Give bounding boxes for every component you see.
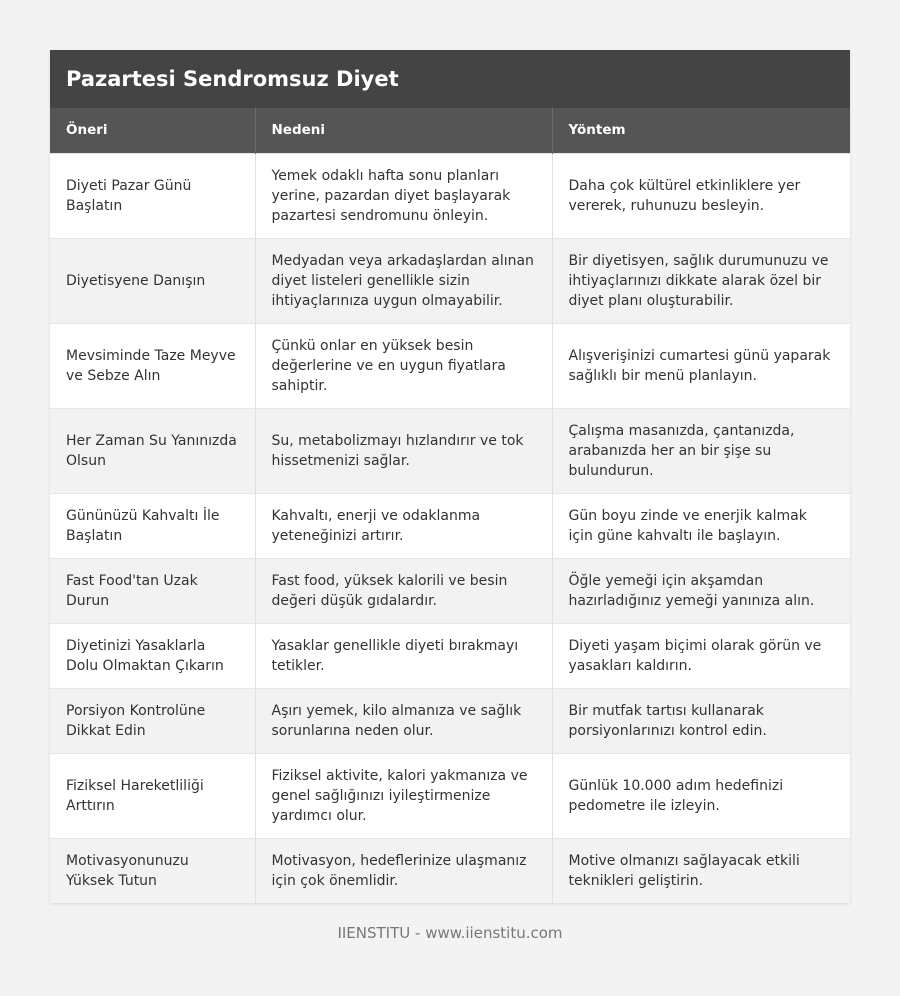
cell-oneri: Diyeti Pazar Günü Başlatın (50, 153, 255, 238)
cell-yontem: Motive olmanızı sağlayacak etkili teknikleri geliştirin. (552, 838, 850, 903)
diet-table (50, 108, 850, 903)
cell-yontem: Çalışma masanızda, çantanızda, arabanızda her an bir şişe su bulundurun. (552, 408, 850, 493)
cell-oneri: Diyetinizi Yasaklarla Dolu Olmaktan Çıkarın (50, 623, 255, 688)
header-nedeni: Nedeni (255, 108, 552, 153)
footer-credit: IIENSTITU - www.iienstitu.com (337, 924, 563, 942)
cell-yontem: Alışverişinizi cumartesi günü yaparak sağlıklı bir menü planlayın. (552, 323, 850, 408)
cell-nedeni: Yasaklar genellikle diyeti bırakmayı tetikler. (255, 623, 552, 688)
header-yontem: Yöntem (552, 108, 850, 153)
table-row (50, 558, 850, 623)
table-row (50, 493, 850, 558)
cell-yontem: Diyeti yaşam biçimi olarak görün ve yasakları kaldırın. (552, 623, 850, 688)
cell-yontem: Günlük 10.000 adım hedefinizi pedometre ile izleyin. (552, 753, 850, 838)
cell-oneri: Fast Food'tan Uzak Durun (50, 558, 255, 623)
cell-nedeni: Fast food, yüksek kalorili ve besin değeri düşük gıdalardır. (255, 558, 552, 623)
cell-oneri: Gününüzü Kahvaltı İle Başlatın (50, 493, 255, 558)
cell-yontem: Gün boyu zinde ve enerjik kalmak için güne kahvaltı ile başlayın. (552, 493, 850, 558)
table-row (50, 408, 850, 493)
table-row (50, 238, 850, 323)
cell-yontem: Bir mutfak tartısı kullanarak porsiyonlarınızı kontrol edin. (552, 688, 850, 753)
cell-nedeni: Yemek odaklı hafta sonu planları yerine, pazardan diyet başlayarak pazartesi sendromunu önleyin. (255, 153, 552, 238)
cell-oneri: Mevsiminde Taze Meyve ve Sebze Alın (50, 323, 255, 408)
cell-nedeni: Motivasyon, hedeflerinize ulaşmanız için çok önemlidir. (255, 838, 552, 903)
cell-oneri: Porsiyon Kontrolüne Dikkat Edin (50, 688, 255, 753)
cell-nedeni: Fiziksel aktivite, kalori yakmanıza ve genel sağlığınızı iyileştirmenize yardımcı olur. (255, 753, 552, 838)
header-row (50, 108, 850, 153)
cell-yontem: Daha çok kültürel etkinliklere yer vererek, ruhunuzu besleyin. (552, 153, 850, 238)
table-row (50, 323, 850, 408)
table-row (50, 688, 850, 753)
cell-nedeni: Kahvaltı, enerji ve odaklanma yeteneğinizi artırır. (255, 493, 552, 558)
cell-nedeni: Aşırı yemek, kilo almanıza ve sağlık sorunlarına neden olur. (255, 688, 552, 753)
cell-oneri: Motivasyonunuzu Yüksek Tutun (50, 838, 255, 903)
table-title: Pazartesi Sendromsuz Diyet (50, 50, 850, 108)
cell-yontem: Öğle yemeği için akşamdan hazırladığınız yemeği yanınıza alın. (552, 558, 850, 623)
cell-yontem: Bir diyetisyen, sağlık durumunuzu ve ihtiyaçlarınızı dikkate alarak özel bir diyet planı oluşturabilir. (552, 238, 850, 323)
cell-nedeni: Çünkü onlar en yüksek besin değerlerine ve en uygun fiyatlara sahiptir. (255, 323, 552, 408)
table-card (50, 50, 850, 903)
table-row (50, 623, 850, 688)
table-row (50, 753, 850, 838)
cell-oneri: Her Zaman Su Yanınızda Olsun (50, 408, 255, 493)
table-row (50, 153, 850, 238)
header-oneri: Öneri (50, 108, 255, 153)
table-row (50, 838, 850, 903)
cell-oneri: Fiziksel Hareketliliği Arttırın (50, 753, 255, 838)
cell-nedeni: Su, metabolizmayı hızlandırır ve tok hissetmenizi sağlar. (255, 408, 552, 493)
cell-oneri: Diyetisyene Danışın (50, 238, 255, 323)
cell-nedeni: Medyadan veya arkadaşlardan alınan diyet listeleri genellikle sizin ihtiyaçlarınıza uygun olmayabilir. (255, 238, 552, 323)
